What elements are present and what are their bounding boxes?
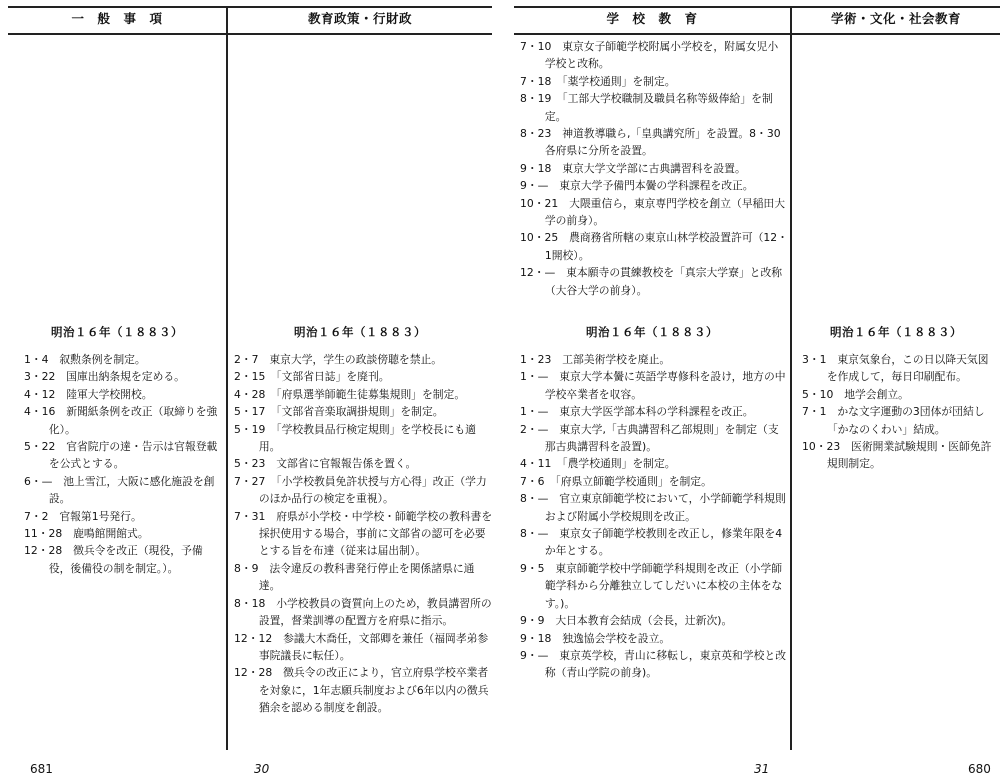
chronology-entry: 4・28 「府県選挙師範生徒募集規則」を制定。 <box>234 387 466 401</box>
chronology-entry: 2・15 「文部省日誌」を廃刊。 <box>234 370 390 384</box>
header-bottom-rule-right <box>514 33 1000 35</box>
chronology-entry: 9・18 東京大学文学部に古典講習科を設置。 <box>520 161 746 175</box>
chronology-entry: 8・18 小学校教員の資質向上のため，教員講習所の設置，督業訓導の配置方を府県に指示。 <box>234 596 492 628</box>
chronology-entry: 1・23 工部美術学校を廃止。 <box>520 353 671 366</box>
chronology-entry: 10・25 農商務省所轄の東京山林学校設置許可（12・1開校）。 <box>520 231 788 262</box>
chronology-entry: 9・— 東京大学予備門本黌の学科課程を改正。 <box>520 179 754 193</box>
chronology-entry: 7・18 「薬学校通則」を制定。 <box>520 74 676 88</box>
chronology-entry: 9・18 独逸協会学校を設立。 <box>520 631 671 645</box>
chronology-entry: 8・— 官立東京師範学校において，小学師範学科規則および附属小学校規則を改正。 <box>520 492 786 523</box>
year-label-policy: 明治１６年（１８８３） <box>294 325 426 339</box>
school-education-list <box>520 351 788 682</box>
chronology-entry: 1・— 東京大学本黌に英語学専修科を設け，地方の中学校卒業者を収容。 <box>520 370 786 401</box>
chronology-entry: 7・31 府県が小学校・中学校・師範学校の教科書を採択使用する場合，事前に文部省の認可を必要とする旨を布達（従来は届出制）。 <box>234 509 493 558</box>
chronology-entry: 7・6 「府県立師範学校通則」を制定。 <box>520 474 712 488</box>
chronology-entry: 5・17 「文部省音楽取調掛規則」を制定。 <box>234 405 444 419</box>
chronology-entry: 7・2 官報第1号発行。 <box>24 509 142 523</box>
chronology-entry: 8・9 法令違反の教科書発行停止を関係諸県に通達。 <box>234 561 475 593</box>
education-policy-list <box>234 351 496 717</box>
header-school-education: 学 校 教 育 <box>606 11 698 26</box>
chronology-entry: 12・28 徴兵令を改正（現役，予備役，後備役の制を制定。）。 <box>24 544 203 575</box>
chronology-entry: 10・21 大隈重信ら，東京専門学校を創立（早稲田大学の前身）。 <box>520 196 786 228</box>
chronology-entry: 6・— 池上雪江，大阪に感化施設を創設。 <box>24 474 215 506</box>
chronology-entry: 7・1 かな文字運動の3団体が団結し「かなのくわい」結成。 <box>802 405 985 436</box>
header-academic-culture: 学術・文化・社会教育 <box>830 11 961 26</box>
chronology-entry: 4・11 「農学校通則」を制定。 <box>520 457 676 471</box>
chronology-entry: 12・— 東本願寺の貫練教校を「真宗大学寮」と改称（大谷大学の前身）。 <box>520 266 783 297</box>
chronology-entry: 2・7 東京大学，学生の政談傍聴を禁止。 <box>234 353 443 366</box>
chronology-entry: 4・12 陸軍大学校開校。 <box>24 387 153 401</box>
chronology-entry: 5・23 文部省に官報報告係を置く。 <box>234 457 417 471</box>
year-label-general: 明治１６年（１８８３） <box>51 325 183 339</box>
chronology-entry: 1・— 東京大学医学部本科の学科課程を改正。 <box>520 405 754 419</box>
year-label-academic: 明治１６年（１８８３） <box>830 325 962 339</box>
chronology-entry: 12・12 参議大木喬任，文部卿を兼任（福岡孝弟参事院議長に転任）。 <box>234 631 489 662</box>
chronology-entry: 7・27 「小学校教員免許状授与方心得」改正（学力のほか品行の検定を重視）。 <box>234 474 487 506</box>
page-number-30: 30 <box>254 762 270 776</box>
year-label-school: 明治１６年（１８８３） <box>586 325 718 339</box>
chronology-entry: 5・22 官省院庁の達・告示は官報登載を公式とする。 <box>24 440 218 471</box>
page-number-681: 681 <box>30 762 53 776</box>
page-number-31: 31 <box>754 762 770 776</box>
school-education-continued-list <box>520 38 788 299</box>
header-bottom-rule-left <box>8 33 492 35</box>
header-general-affairs: 一 般 事 項 <box>71 11 163 26</box>
chronology-entry: 9・5 東京師範学校中学師範学科規則を改正（小学師範学科から分離独立してしだいに本校の主体をなす。)。 <box>520 561 783 610</box>
column-divider-1 <box>226 6 228 750</box>
chronology-entry: 8・23 神道教導職ら,「皇典講究所」を設置。8・30各府県に分所を設置。 <box>520 127 781 158</box>
chronology-entry: 2・— 東京大学,「古典講習科乙部規則」を制定（支那古典講習科を設置)。 <box>520 422 779 454</box>
chronology-entry: 11・28 鹿鳴館開館式。 <box>24 527 149 541</box>
chronology-entry: 4・16 新聞紙条例を改正（取締りを強化）。 <box>24 405 218 436</box>
chronology-entry: 5・10 地学会創立。 <box>802 387 909 401</box>
chronology-entry: 10・23 医術開業試験規則・医師免許規則制定。 <box>802 440 992 471</box>
chronology-entry: 8・19 「工部大学校職制及職員名称等級俸給」を制定。 <box>520 92 773 123</box>
general-affairs-list <box>24 351 220 577</box>
chronology-entry: 9・— 東京英学校，青山に移転し，東京英和学校と改称（青山学院の前身)。 <box>520 648 786 680</box>
chronology-entry: 12・28 徴兵令の改正により，官立府県学校卒業者を対象に，1年志願兵制度および6年以内の徴兵猶余を認める制度を創設。 <box>234 666 489 715</box>
chronology-entry: 9・9 大日本教育会結成（会長，辻新次)。 <box>520 614 733 628</box>
chronology-entry: 1・4 叙勲条例を制定。 <box>24 353 146 366</box>
chronology-entry: 3・1 東京気象台，この日以降天気図を作成して，毎日印刷配布。 <box>802 353 989 384</box>
academic-culture-list <box>802 351 998 473</box>
page-number-680: 680 <box>968 762 991 776</box>
column-divider-3 <box>790 6 792 750</box>
chronology-entry: 7・10 東京女子師範学校附属小学校を，附属女児小学校と改称。 <box>520 40 779 71</box>
chronology-entry: 8・— 東京女子師範学校教則を改正し，修業年限を4か年とする。 <box>520 527 783 558</box>
chronology-entry: 5・19 「学校教員品行検定規則」を学校長にも適用。 <box>234 422 476 454</box>
header-education-policy: 教育政策・行財政 <box>307 11 412 26</box>
chronology-entry: 3・22 国庫出納条規を定める。 <box>24 370 185 384</box>
